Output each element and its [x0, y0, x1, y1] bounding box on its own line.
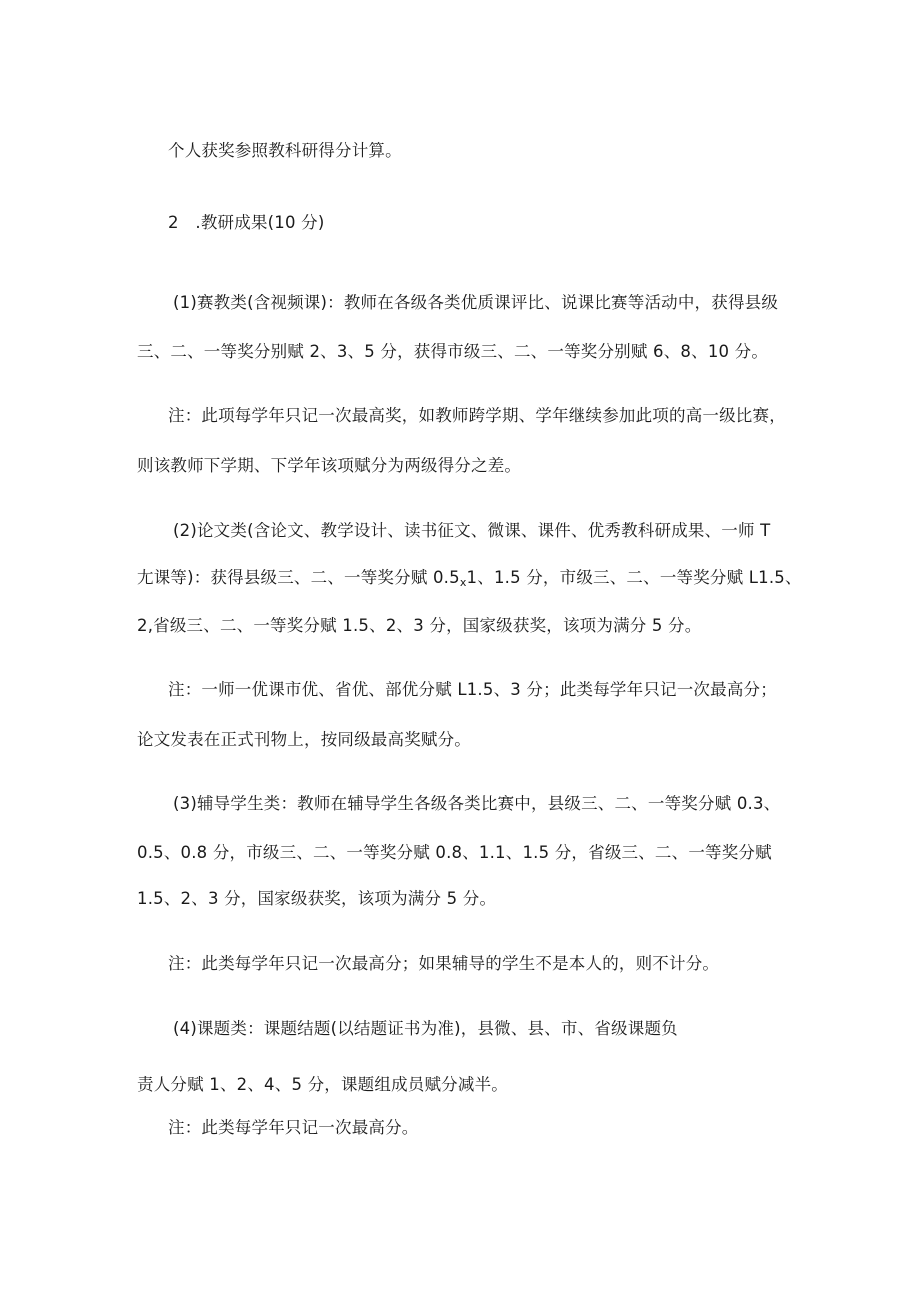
text-line: (4)课题类：课题结题(以结题证书为准)，县微、县、市、省级课题负 — [173, 1019, 678, 1038]
text-segment: 1、1.5 分，市级三、二、一等奖分赋 L1.5、 — [466, 568, 802, 587]
section-heading: 2 .教研成果(10 分) — [168, 213, 325, 232]
text-line: 三、二、一等奖分别赋 2、3、5 分，获得市级三、二、一等奖分别赋 6、8、10 分。 — [137, 342, 769, 361]
text-line: (1)赛教类(含视频课)：教师在各级各类优质课评比、说课比赛等活动中，获得县级 — [173, 293, 779, 312]
note-line: 则该教师下学期、下学年该项赋分为两级得分之差。 — [137, 456, 522, 475]
note-line: 注：此类每学年只记一次最高分；如果辅导的学生不是本人的，则不计分。 — [168, 954, 720, 973]
text-line — [137, 566, 802, 595]
text-line: (3)辅导学生类：教师在辅导学生各级各类比赛中，县级三、二、一等奖分赋 0.3、 — [173, 794, 781, 813]
text-line: 1.5、2、3 分，国家级获奖，该项为满分 5 分。 — [137, 889, 497, 908]
note-line: 注：此项每学年只记一次最高奖，如教师跨学期、学年继续参加此项的高一级比赛， — [168, 406, 786, 425]
text-segment: 尢课等)：获得县级三、二、一等奖分赋 0.5 — [137, 568, 460, 587]
text-line: 0.5、0.8 分，市级三、二、一等奖分赋 0.8、1.1、1.5 分，省级三、二、一等奖分赋 — [137, 843, 772, 862]
note-line: 注：一师一优课市优、省优、部优分赋 L1.5、3 分；此类每学年只记一次最高分； — [168, 680, 777, 699]
text-line: 个人获奖参照教科研得分计算。 — [168, 141, 402, 160]
subscript-mark: x — [459, 576, 467, 589]
note-line: 注：此类每学年只记一次最高分。 — [168, 1118, 419, 1137]
text-line: 2,省级三、二、一等奖分赋 1.5、2、3 分，国家级获奖，该项为满分 5 分。 — [137, 616, 702, 635]
note-line: 论文发表在正式刊物上，按同级最高奖赋分。 — [137, 730, 471, 749]
text-line: 责人分赋 1、2、4、5 分，课题组成员赋分减半。 — [137, 1075, 508, 1094]
text-line: (2)论文类(含论文、教学设计、读书征文、微课、课件、优秀教科研成果、一师 T — [173, 521, 771, 540]
